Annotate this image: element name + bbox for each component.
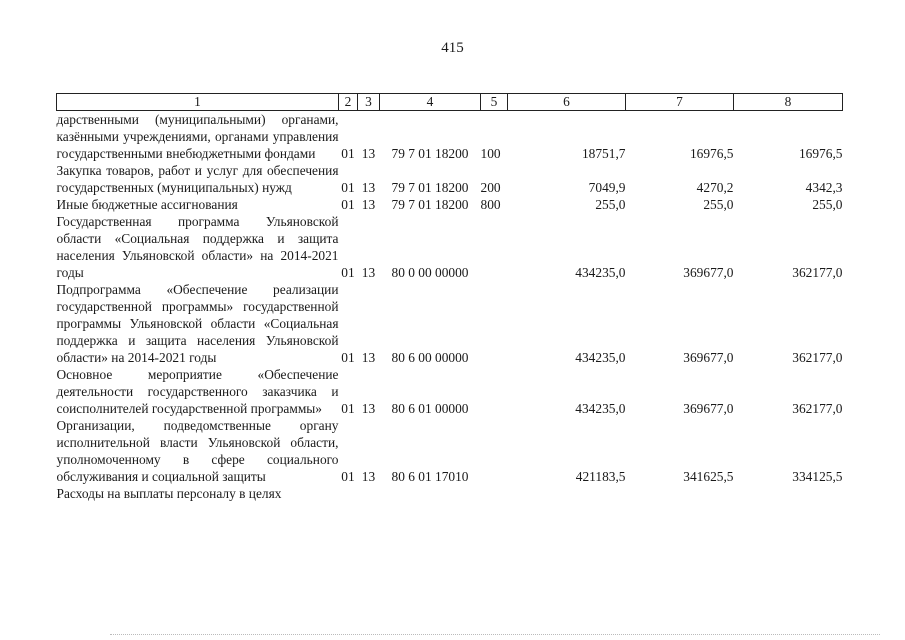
amount-col-7: 369677,0	[683, 401, 734, 416]
table-row	[57, 162, 843, 196]
row-name: Расходы на выплаты персоналу в целях	[56, 486, 282, 501]
target-article-code: 80 6 01 17010	[391, 469, 469, 484]
expense-type-code	[481, 485, 508, 502]
target-article-code: 80 0 00 00000	[391, 265, 469, 280]
row-name: Закупка товаров, работ и услуг для обеспечения государственных (муниципальных) нужд	[56, 163, 339, 195]
subsection-code: 13	[361, 146, 376, 161]
amount-col-8: 4342,3	[805, 180, 843, 195]
header-cell: 8	[734, 94, 843, 111]
subsection-code: 13	[361, 401, 376, 416]
subsection-code: 13	[361, 197, 376, 212]
section-code: 01	[341, 350, 355, 365]
amount-col-7: 4270,2	[696, 180, 734, 195]
table-row	[57, 485, 843, 502]
budget-table	[56, 93, 843, 502]
row-name: Иные бюджетные ассигнования	[56, 197, 238, 212]
amount-col-8: 334125,5	[792, 469, 843, 484]
header-row	[57, 94, 843, 111]
header-cell: 2	[339, 94, 358, 111]
row-name: Подпрограмма «Обеспечение реализации государственной программы» государственной программы Ульяновской области «Социальная поддержка и защита населения Ульяновской области» на 2014-2021 годы	[56, 282, 339, 365]
target-article-code	[380, 485, 481, 502]
section-code	[339, 485, 358, 502]
expense-type-code	[481, 281, 508, 366]
section-code: 01	[341, 469, 355, 484]
page-number: 415	[441, 40, 464, 56]
target-article-code: 79 7 01 18200	[391, 197, 469, 212]
target-article-code: 80 6 01 00000	[391, 401, 469, 416]
amount-col-7: 369677,0	[683, 350, 734, 365]
subsection-code	[358, 485, 380, 502]
subsection-code: 13	[361, 469, 376, 484]
amount-col-7: 341625,5	[683, 469, 734, 484]
subsection-code: 13	[361, 180, 376, 195]
amount-col-6: 7049,9	[588, 180, 626, 195]
amount-col-8	[734, 485, 843, 502]
table-row	[57, 213, 843, 281]
header-cell: 7	[626, 94, 734, 111]
amount-col-6	[508, 485, 626, 502]
section-code: 01	[341, 197, 355, 212]
table-row	[57, 366, 843, 417]
amount-col-7: 16976,5	[689, 146, 734, 161]
amount-col-8: 362177,0	[792, 265, 843, 280]
expense-type-code	[481, 417, 508, 485]
expense-type-code: 800	[480, 197, 501, 212]
row-name: Организации, подведомственные органу исполнительной власти Ульяновской области, уполномоченному в сфере социального обслуживания и социальной защиты	[56, 418, 339, 484]
section-code: 01	[341, 146, 355, 161]
amount-col-6: 18751,7	[581, 146, 626, 161]
amount-col-7: 255,0	[703, 197, 734, 212]
target-article-code: 79 7 01 18200	[391, 146, 469, 161]
header-cell: 1	[57, 94, 339, 111]
subsection-code: 13	[361, 350, 376, 365]
amount-col-7	[626, 485, 734, 502]
subsection-code: 13	[361, 265, 376, 280]
target-article-code: 79 7 01 18200	[391, 180, 469, 195]
expense-type-code: 200	[480, 180, 501, 195]
amount-col-8: 16976,5	[798, 146, 843, 161]
amount-col-8: 362177,0	[792, 350, 843, 365]
scan-artifact-line	[110, 634, 880, 636]
amount-col-6: 255,0	[595, 197, 626, 212]
table-row	[57, 196, 843, 213]
section-code: 01	[341, 401, 355, 416]
table-row	[57, 111, 843, 163]
row-name: Государственная программа Ульяновской области «Социальная поддержка и защита населения Ульяновской области» на 2014-2021 годы	[56, 214, 339, 280]
section-code: 01	[341, 180, 355, 195]
amount-col-6: 434235,0	[575, 350, 626, 365]
amount-col-8: 362177,0	[792, 401, 843, 416]
table-row	[57, 417, 843, 485]
amount-col-6: 421183,5	[575, 469, 626, 484]
amount-col-8: 255,0	[812, 197, 843, 212]
expense-type-code	[481, 366, 508, 417]
target-article-code: 80 6 00 00000	[391, 350, 469, 365]
table-row	[57, 281, 843, 366]
header-cell: 5	[481, 94, 508, 111]
expense-type-code	[481, 213, 508, 281]
amount-col-7: 369677,0	[683, 265, 734, 280]
row-name: дарственными (муниципальными) органами, казёнными учреждениями, органами управления государственными внебюджетными фондами	[56, 112, 339, 161]
header-cell: 6	[508, 94, 626, 111]
amount-col-6: 434235,0	[575, 265, 626, 280]
header-cell: 3	[358, 94, 380, 111]
header-cell: 4	[380, 94, 481, 111]
expense-type-code: 100	[480, 146, 501, 161]
amount-col-6: 434235,0	[575, 401, 626, 416]
row-name: Основное мероприятие «Обеспечение деятельности государственного заказчика и соисполнителей государственной программы»	[56, 367, 339, 416]
section-code: 01	[341, 265, 355, 280]
